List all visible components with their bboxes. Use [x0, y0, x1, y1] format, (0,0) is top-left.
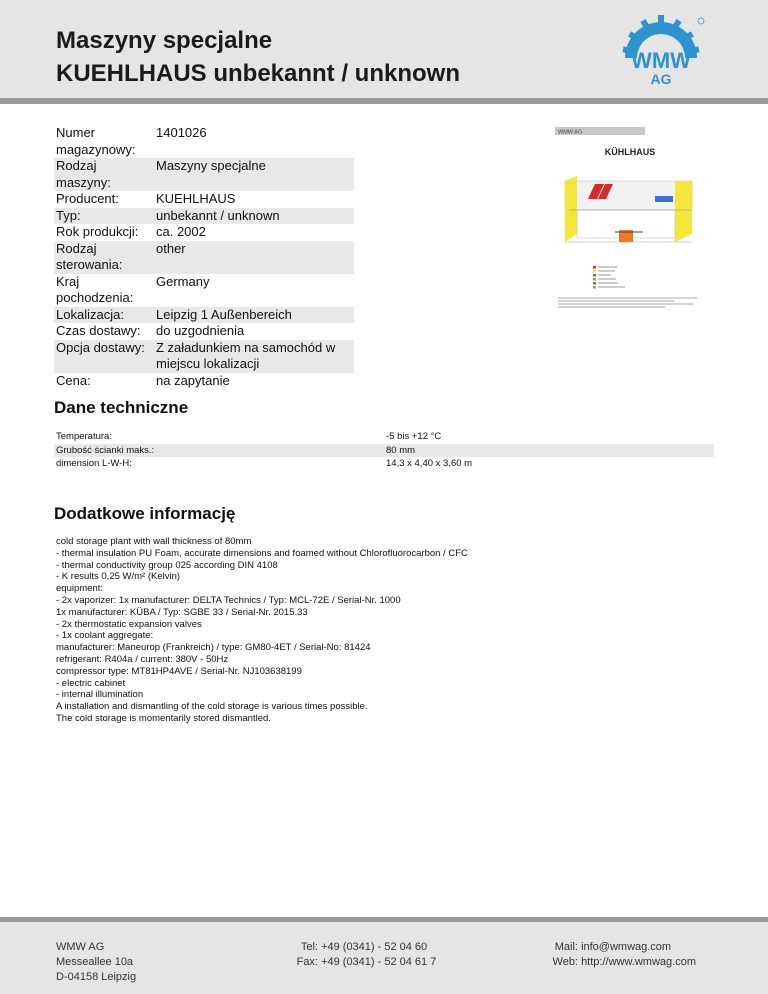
footer-phone [288, 940, 436, 970]
tech-value: 80 mm [384, 444, 714, 458]
detail-value: 1401026 [156, 125, 207, 140]
additional-info-heading: Dodatkowe informację [54, 504, 236, 523]
detail-row [54, 274, 354, 307]
detail-label: Kraj pochodzenia: [56, 273, 134, 305]
footer-web-row [540, 955, 696, 970]
info-line: cold storage plant with wall thickness of 80mm [56, 536, 252, 547]
info-line: - 1x coolant aggregate: [56, 630, 154, 642]
tech-row [54, 457, 714, 471]
info-line: - thermal insulation PU Foam, accurate dimensions and foamed without Chlorofluorocarbon / CFC [56, 547, 468, 559]
footer-mail-link[interactable]: info@wmwag.com [581, 941, 672, 953]
footer-tel-label: Tel: [300, 941, 318, 953]
info-line: compressor type: MT81HP4AVE / Serial-Nr. NJ103638199 [56, 665, 302, 677]
detail-label: Cena: [56, 372, 91, 388]
info-line: - K results 0,25 W/m² (Kelvin) [56, 571, 181, 583]
tech-value: 14,3 x 4,40 x 3,60 m [386, 458, 473, 469]
footer-contact [540, 940, 696, 970]
tech-label: dimension L-W-H: [56, 458, 132, 469]
thumbnail-banner: WMW AG [558, 129, 583, 136]
info-line: The cold storage is momentarily stored dismantled. [56, 712, 271, 724]
svg-text:AG: AG [650, 71, 672, 87]
detail-value: Z załadunkiem na samochód w miejscu lokalizacji [154, 340, 354, 373]
detail-value: KUEHLHAUS [156, 191, 236, 206]
footer-address [56, 940, 136, 985]
tech-label: Grubość ścianki maks.: [54, 444, 384, 458]
additional-info-text [56, 536, 716, 725]
page-title-line1: Maszyny specjalne [56, 27, 273, 54]
info-line: A installation and dismantling of the cold storage is various times possible. [56, 701, 368, 713]
machine-details-table [54, 125, 354, 389]
tech-row [54, 430, 714, 444]
info-line: equipment: [56, 583, 104, 595]
info-line: refrigerant: R404a / current: 380V - 50Hz [56, 653, 229, 665]
footer-city: D-04158 Leipzig [56, 971, 137, 983]
footer-mail-row [540, 940, 696, 955]
info-line: - thermal conductivity group 025 according DIN 4108 [56, 559, 278, 571]
detail-label: Lokalizacja: [54, 307, 154, 324]
product-thumbnail[interactable] [555, 124, 705, 314]
technical-data-table [54, 430, 714, 471]
info-line: - 2x vaporizer: 1x manufacturer: DELTA Technics / Typ: MCL-72E / Serial-Nr. 1000 [56, 594, 401, 606]
detail-row [54, 191, 354, 208]
footer-mail-label: Mail: [554, 941, 578, 953]
footer-fax-row [288, 955, 436, 970]
info-line: 1x manufacturer: KÜBA / Typ: SGBE 33 / Serial-Nr. 2015.33 [56, 606, 308, 618]
detail-label: Opcja dostawy: [54, 340, 154, 373]
info-line: manufacturer: Maneurop (Frankreich) / type: GM80-4ET / Serial-No: 81424 [56, 642, 371, 654]
footer-fax: +49 (0341) - 52 04 61 7 [321, 956, 437, 968]
detail-row [54, 208, 354, 225]
detail-row [54, 373, 354, 390]
detail-label: Producent: [56, 191, 119, 206]
detail-row [54, 224, 354, 241]
technical-data-heading: Dane techniczne [54, 398, 189, 417]
footer-tel[interactable]: +49 (0341) - 52 04 60 [321, 941, 428, 953]
detail-row [54, 307, 354, 324]
detail-label: Rok produkcji: [56, 224, 139, 239]
footer-street: Messeallee 10a [56, 956, 134, 968]
detail-row [54, 323, 354, 340]
detail-value: do uzgodnienia [156, 323, 245, 338]
detail-label: Rodzaj sterowania: [54, 241, 154, 274]
footer-fax-label: Fax: [296, 956, 318, 968]
detail-value: Germany [156, 273, 210, 289]
detail-value: na zapytanie [156, 372, 230, 388]
tech-value: -5 bis +12 °C [386, 431, 442, 442]
info-line: - electric cabinet [56, 677, 126, 689]
detail-label: Czas dostawy: [56, 323, 141, 338]
detail-row [54, 241, 354, 274]
detail-row [54, 158, 354, 191]
wmw-logo [616, 12, 706, 90]
info-line: - internal illumination [56, 689, 144, 701]
footer-divider [0, 917, 768, 922]
info-line: - 2x thermostatic expansion valves [56, 618, 202, 630]
page-title-line2: KUEHLHAUS unbekannt / unknown [56, 60, 460, 87]
detail-label: Typ: [54, 208, 154, 225]
svg-text:WMW: WMW [631, 48, 691, 73]
detail-value: unbekannt / unknown [154, 208, 354, 225]
detail-row [54, 340, 354, 373]
detail-label: Numer magazynowy: [56, 125, 136, 157]
tech-row [54, 444, 714, 458]
header-divider [0, 98, 768, 104]
detail-row [54, 125, 354, 158]
tech-label: Temperatura: [56, 431, 112, 442]
detail-value: ca. 2002 [156, 224, 206, 239]
footer-tel-row [288, 940, 436, 955]
footer-company: WMW AG [56, 941, 105, 953]
detail-value: other [154, 241, 354, 274]
footer-web-label: Web: [552, 956, 578, 968]
detail-label: Rodzaj maszyny: [54, 158, 154, 191]
detail-value: Leipzig 1 Außenbereich [154, 307, 354, 324]
footer-web-link[interactable]: http://www.wmwag.com [581, 956, 696, 968]
thumbnail-title: KÜHLHAUS [604, 147, 656, 157]
detail-value: Maszyny specjalne [154, 158, 354, 191]
